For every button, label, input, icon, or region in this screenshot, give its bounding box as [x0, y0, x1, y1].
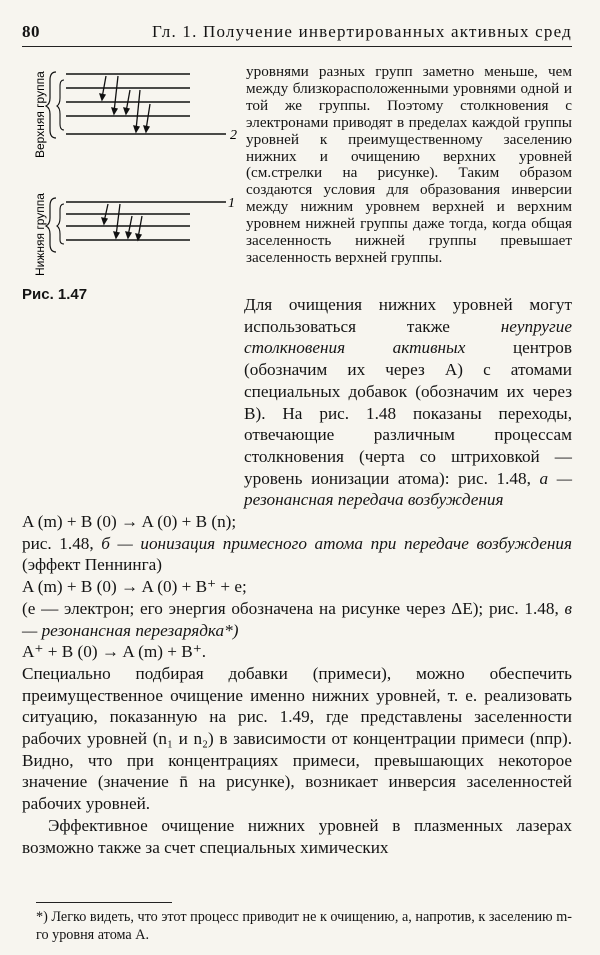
lower-arrows	[102, 204, 142, 240]
p2-italic: б — ионизация примесного атома при передаче возбуждения	[101, 533, 573, 553]
lower-group-label: Нижняя группа	[33, 193, 47, 276]
level-label-2: 2	[230, 128, 237, 143]
figure-1-47	[22, 58, 240, 308]
page-number: 80	[22, 22, 40, 41]
p3-start: (e — электрон; его энергия обозначена на рисунке через ΔE); рис. 1.48,	[22, 598, 559, 618]
paragraph-1	[22, 294, 572, 511]
p3-italic: в — резонансная перезарядка*)	[22, 598, 572, 640]
figure-caption: Рис. 1.47	[22, 286, 88, 303]
brace-lower-inner	[57, 204, 64, 244]
p1-mid: центров (обозначим их через A) с атомами специальных добавок (обозначим их через B). На рис. 1.48 показаны переходы, отвечающие различным процессам столкновения (черта со штриховкой — уровень ионизации атома): рис. 1.48,	[244, 338, 573, 488]
upper-arrows	[100, 76, 150, 132]
formula-1: A (m) + B (0) → A (0) + B (n);	[22, 512, 237, 532]
formula-3: A⁺ + B (0) → A (m) + B⁺.	[22, 642, 207, 662]
paragraph-4: Специально подбирая добавки (примеси), можно обеспечить преимущественное очищение именно нижних уровней, т. е. реализовать ситуацию, показанную на рис. 1.49, где представлены заселенности рабочих уровней (n₁ и n₂) в зависимости от концентрации примеси (nпр). Видно, что при концентрациях примеси, превышающих некоторое значение (значение n̄ на рисунке), возникает инверсия заселенностей рабочих уровней.	[22, 663, 572, 814]
p2-start: рис. 1.48,	[22, 533, 94, 553]
brace-upper-outer	[46, 72, 56, 138]
footnote-divider	[36, 902, 172, 903]
paragraph-2	[22, 533, 572, 576]
p2-end: (эффект Пеннинга)	[22, 555, 162, 575]
figure-side-text: уровнями разных групп заметно меньше, чем между близкорасположенными уровнями одной и той же группы. Поэтому столкновения с электронами приводят в пределах каждой группы уровней к преимущественному заселению нижних и очищению верхних уровней (см.стрелки на рисунке). Таким образом создаются условия для образования инверсии между нижним уровнем верхней и верхним уровнем нижней группы даже тогда, когда общая заселенность нижней группы превышает заселенность верхней группы.	[246, 63, 572, 266]
p1-start: Для очищения нижних уровней могут использоваться также	[244, 295, 572, 336]
footnote: *) Легко видеть, что этот процесс приводит не к очищению, а, напротив, к заселению m-го уровня атома A.	[36, 909, 572, 943]
page-header	[22, 22, 572, 47]
energy-level-diagram	[22, 58, 240, 288]
p1-italic: неупругие столкновения активных	[244, 316, 572, 358]
formula-2: A (m) + B (0) → A (0) + B⁺ + e;	[22, 577, 247, 597]
p1-a-label: а — резонансная передача возбуждения	[244, 468, 572, 510]
brace-upper-inner	[57, 80, 64, 130]
level-label-1: 1	[228, 196, 235, 211]
paragraph-5: Эффективное очищение нижних уровней в плазменных лазерах возможно также за счет специальных химических	[22, 815, 572, 857]
running-title: Гл. 1. Получение инвертированных активных сред	[152, 22, 572, 41]
upper-group-label: Верхняя группа	[33, 71, 47, 158]
brace-lower-outer	[46, 198, 56, 252]
paragraph-3	[22, 598, 572, 641]
main-text	[22, 294, 572, 858]
